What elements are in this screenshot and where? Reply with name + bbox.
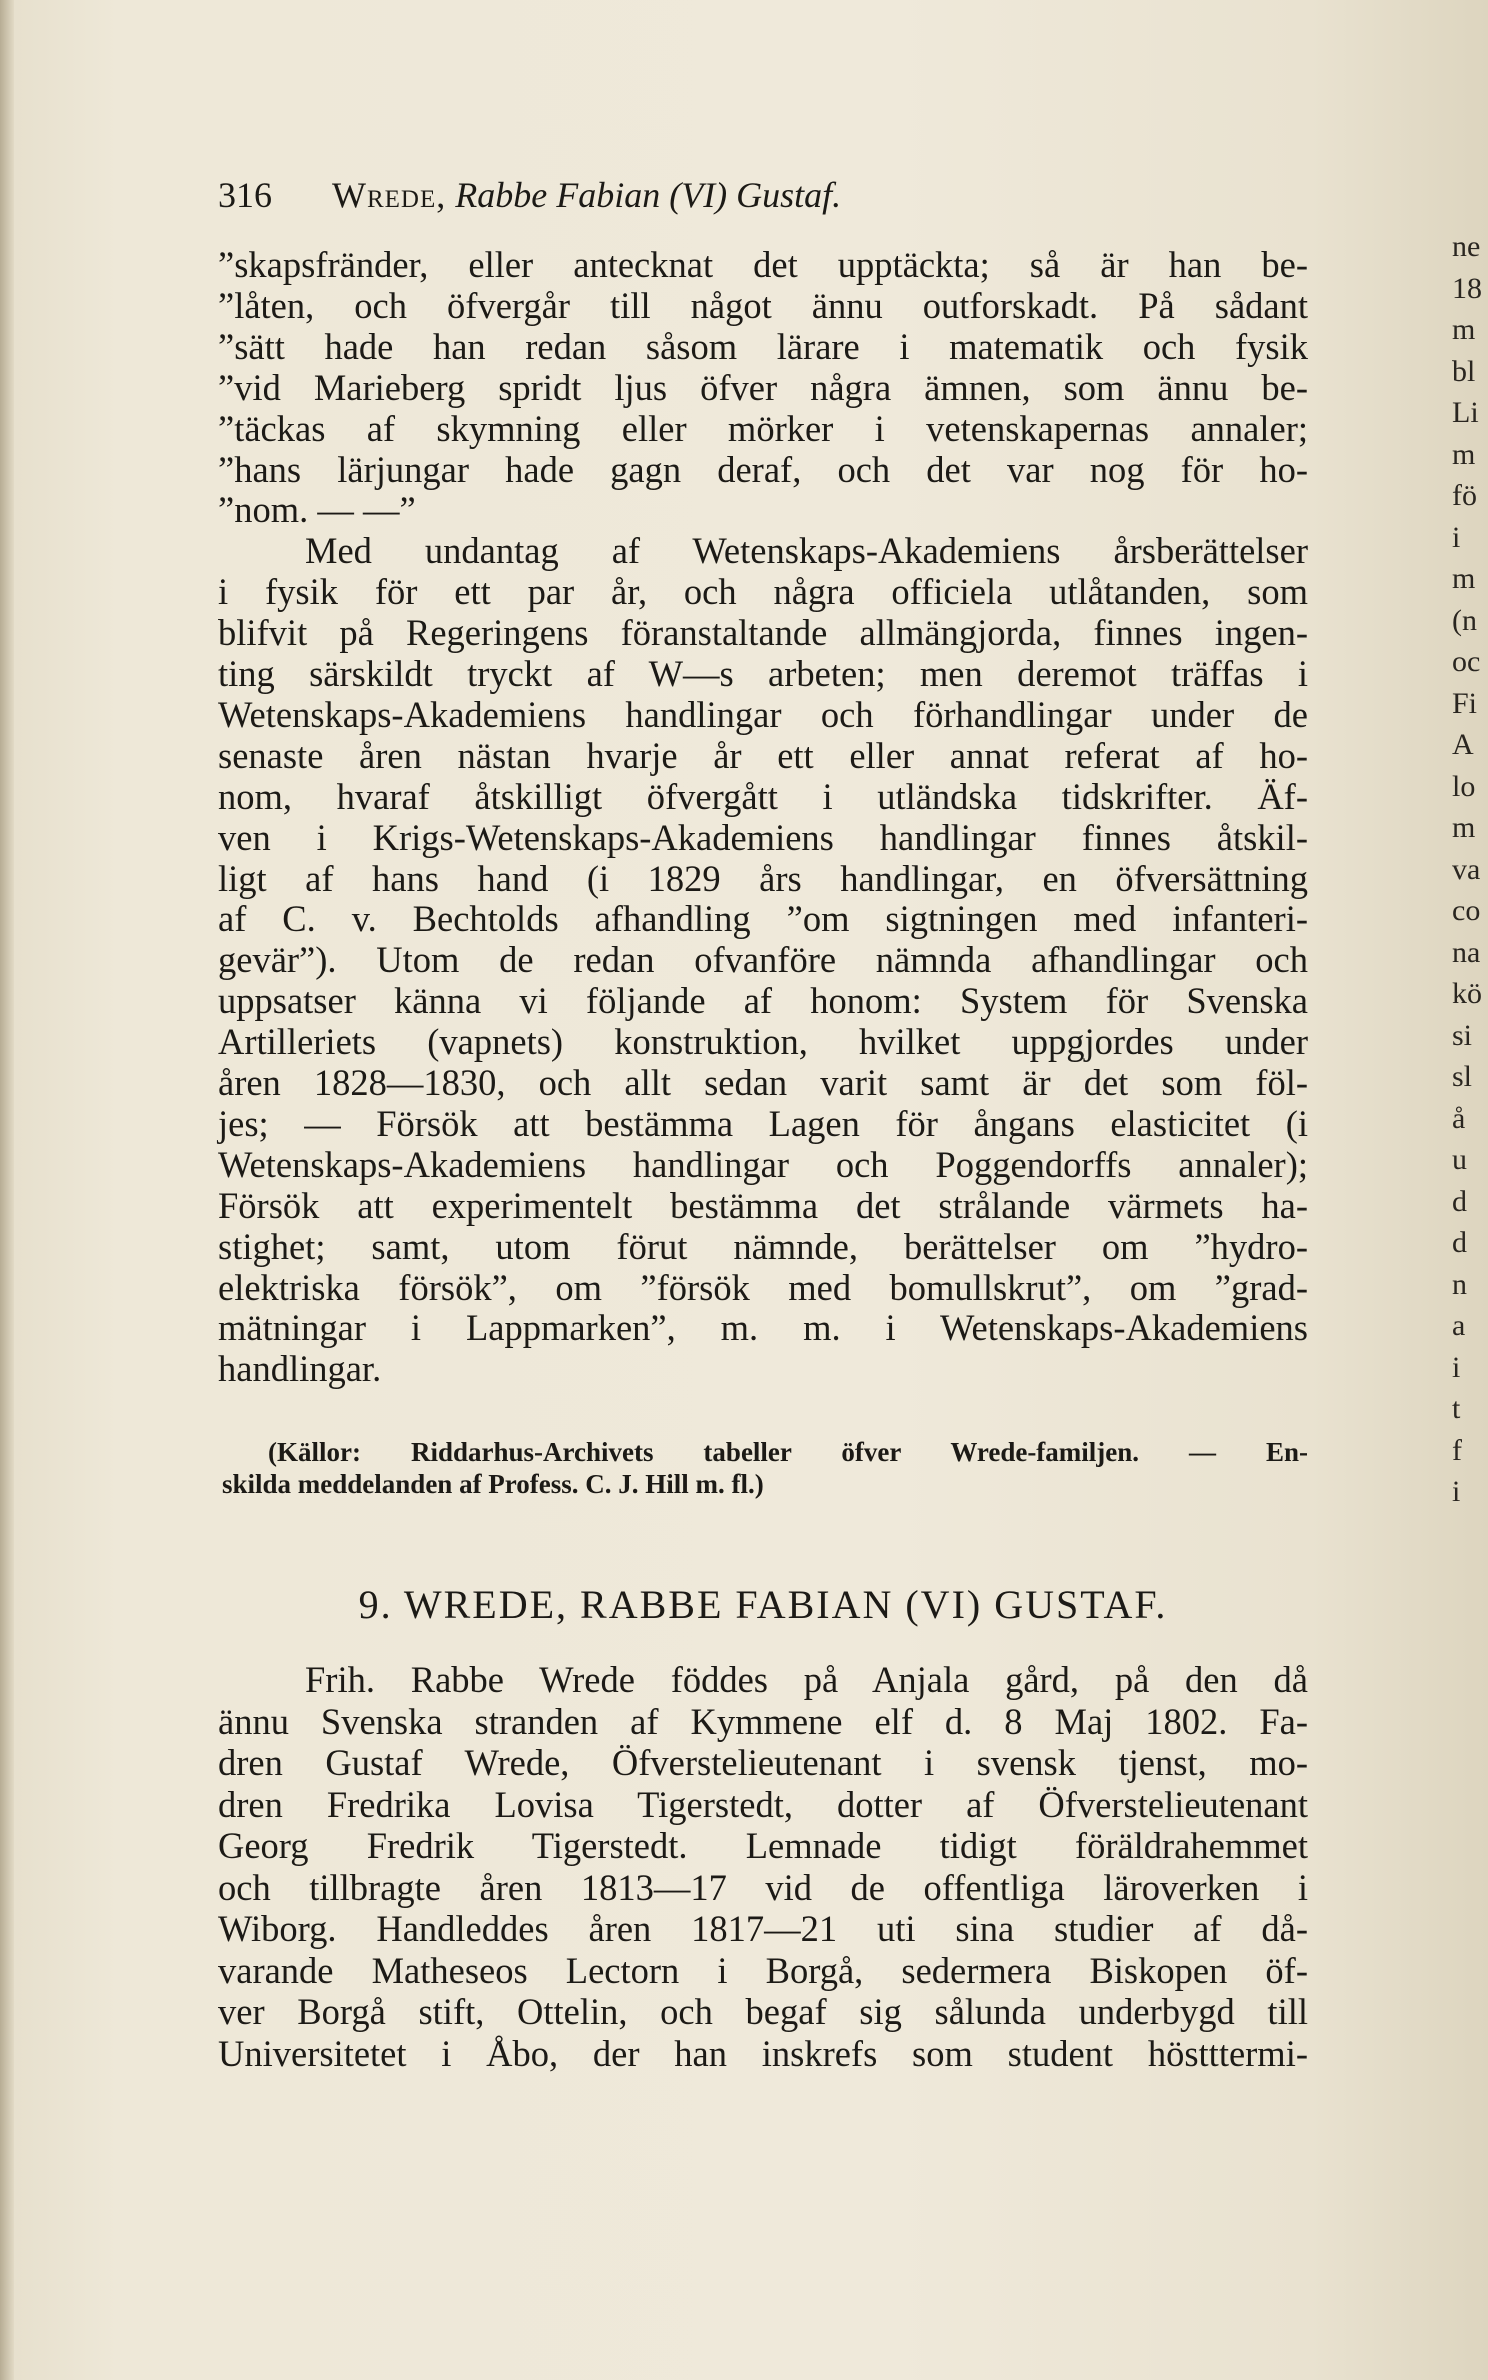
text-line: dren Fredrika Lovisa Tigerstedt, dotter af Öfverstelieutenant [218, 1783, 1308, 1825]
margin-fragment: å [1452, 1101, 1466, 1135]
margin-fragment: u [1452, 1143, 1467, 1176]
margin-fragment: lo [1452, 769, 1476, 803]
running-head-given-names: Rabbe Fabian (VI) Gustaf. [455, 175, 842, 215]
margin-fragment: (n [1452, 603, 1477, 637]
text-line: mätningar i Lappmarken”, m. m. i Wetenskaps-Akademiens [218, 1307, 1308, 1349]
text-line: ligt af hans hand (i 1829 års handlingar, en öfversättning [218, 857, 1308, 899]
margin-fragment: fö [1452, 479, 1477, 512]
text-line: och tillbragte åren 1813—17 vid de offentliga läroverken i [218, 1866, 1308, 1908]
text-line: stighet; samt, utom förut nämnde, berättelser om ”hydro- [218, 1225, 1308, 1267]
text-line: ännu Svenska stranden af Kymmene elf d. 8 Maj 1802. Fa- [218, 1700, 1308, 1742]
margin-fragment: m [1452, 562, 1476, 595]
text-line: senaste åren nästan hvarje år ett eller annat referat af ho- [218, 734, 1308, 776]
text-line: Wetenskaps-Akademiens handlingar och förhandlingar under de [218, 693, 1308, 735]
text-line: uppsatser känna vi följande af honom: System för Svenska [218, 980, 1308, 1022]
text-line: af C. v. Bechtolds afhandling ”om sigtningen med infanteri- [218, 898, 1308, 940]
text-line: ”sätt hade han redan såsom lärare i matematik och fysik [218, 325, 1308, 367]
text-line: ver Borgå stift, Ottelin, och begaf sig sålunda underbygd till [218, 1991, 1308, 2032]
text-line: ting särskildt tryckt af W—s arbeten; men deremot träffas i [218, 653, 1308, 694]
margin-fragment: i [1452, 1475, 1461, 1508]
margin-fragment: 18 [1452, 271, 1482, 305]
margin-fragment: m [1452, 811, 1476, 844]
running-head [218, 172, 1218, 218]
text-line: ”hans lärjungar hade gagn deraf, och det var nog för ho- [218, 448, 1308, 490]
margin-fragment: Fi [1452, 686, 1478, 720]
text-line: ”täckas af skymning eller mörker i vetenskapernas annaler; [218, 407, 1308, 449]
text-line: ”låten, och öfvergår till något ännu outforskadt. På sådant [218, 284, 1308, 326]
margin-fragment: d [1452, 1184, 1467, 1218]
margin-fragment: A [1452, 728, 1474, 761]
text-line: ”vid Marieberg spridt ljus öfver några ämnen, som ännu be- [218, 366, 1308, 408]
margin-fragment: a [1452, 1309, 1466, 1342]
text-line: Frih. Rabbe Wrede föddes på Anjala gård, på den då [305, 1659, 1308, 1700]
text-line: Georg Fredrik Tigerstedt. Lemnade tidigt föräldrahemmet [218, 1825, 1308, 1866]
margin-fragment: f [1452, 1433, 1462, 1467]
text-line: gevär”). Utom de redan ofvanföre nämnda afhandlingar och [218, 939, 1308, 981]
margin-fragment: va [1452, 852, 1481, 886]
text-line: Försök att experimentelt bestämma det strålande värmets ha- [218, 1184, 1308, 1226]
text-line: ven i Krigs-Wetenskaps-Akademiens handlingar finnes åtskil- [218, 816, 1308, 858]
text-line: ”skapsfränder, eller antecknat det upptäckta; så är han be- [218, 244, 1308, 285]
text-line: Wiborg. Handleddes åren 1817—21 uti sina studier af då- [218, 1908, 1308, 1949]
text-line: åren 1828—1830, och allt sedan varit samt är det som föl- [218, 1062, 1308, 1103]
page-number: 316 [218, 175, 272, 215]
text-line: Wetenskaps-Akademiens handlingar och Poggendorffs annaler); [218, 1143, 1308, 1185]
margin-fragment: sl [1452, 1060, 1473, 1093]
margin-fragment: oc [1452, 645, 1481, 678]
source-line: (Källor: Riddarhus-Archivets tabeller öfver Wrede-familjen. — En- [268, 1437, 1308, 1467]
margin-fragment: bl [1452, 354, 1476, 388]
margin-fragment: kö [1452, 977, 1482, 1010]
margin-fragment: m [1452, 437, 1476, 471]
text-line: i fysik för ett par år, och några officiela utlåtanden, som [218, 571, 1308, 613]
text-line: ”nom. — —” [218, 489, 416, 531]
text-line: jes; — Försök att bestämma Lagen för ångans elasticitet (i [218, 1102, 1308, 1144]
margin-fragment: t [1452, 1392, 1461, 1425]
margin-fragment: na [1452, 935, 1481, 969]
text-line: elektriska försök”, om ”försök med bomullskrut”, om ”grad- [218, 1266, 1308, 1308]
margin-fragment: co [1452, 894, 1481, 927]
section-heading: 9. WREDE, RABBE FABIAN (VI) GUSTAF. [358, 1582, 1168, 1627]
text-line: Artilleriets (vapnets) konstruktion, hvilket uppgjordes under [218, 1021, 1308, 1063]
margin-fragment: n [1452, 1267, 1467, 1301]
margin-fragment: d [1452, 1226, 1467, 1259]
source-line: skilda meddelanden af Profess. C. J. Hill m. fl.) [222, 1469, 764, 1499]
text-line: dren Gustaf Wrede, Öfverstelieutenant i svensk tjenst, mo- [218, 1742, 1308, 1783]
running-head-surname: Wrede, [332, 175, 447, 215]
margin-fragment: m [1452, 313, 1476, 346]
margin-fragment: i [1452, 1350, 1461, 1384]
text-line: Universitetet i Åbo, der han inskrefs som student höstttermi- [218, 2032, 1308, 2074]
text-line: Med undantag af Wetenskaps-Akademiens årsberättelser [305, 530, 1308, 572]
margin-fragment: si [1452, 1018, 1473, 1052]
margin-fragment: i [1452, 520, 1461, 554]
text-line: varande Matheseos Lectorn i Borgå, sedermera Biskopen öf- [218, 1949, 1308, 1991]
text-line: nom, hvaraf åtskilligt öfvergått i utländska tidskrifter. Äf- [218, 775, 1308, 817]
text-line: handlingar. [218, 1348, 382, 1390]
margin-fragment: Li [1452, 396, 1479, 429]
margin-fragment: ne [1452, 230, 1481, 263]
text-line: blifvit på Regeringens föranstaltande allmängjorda, finnes ingen- [218, 612, 1308, 654]
page-binding-edge [0, 0, 14, 2380]
